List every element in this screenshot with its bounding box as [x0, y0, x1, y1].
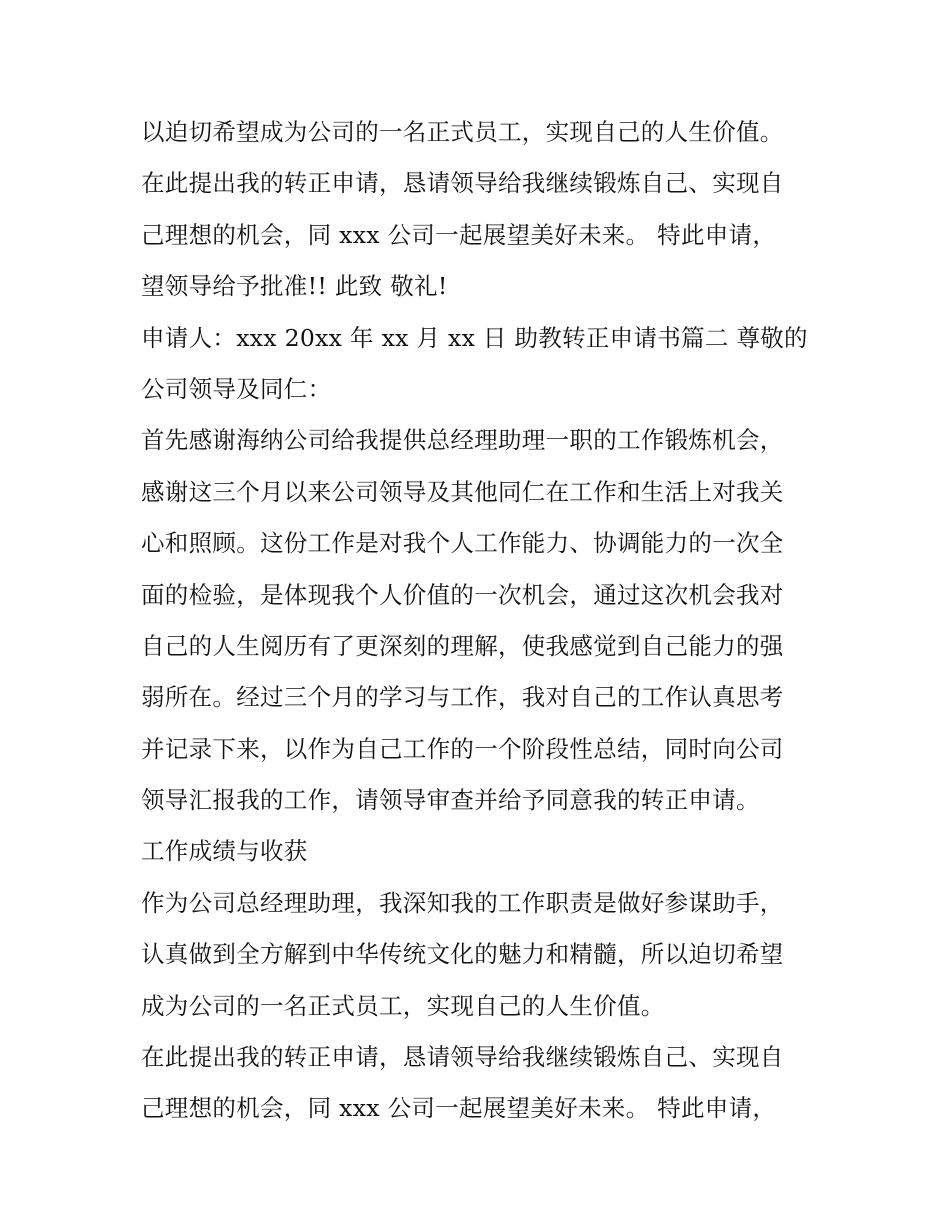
text-line: 以迫切希望成为公司的一名正式员工，实现自己的人生价值。 [141, 118, 784, 146]
text-line: 己理想的机会，同 xxx 公司一起展望美好未来。 特此申请， [141, 1094, 777, 1123]
text-line: 感谢这三个月以来公司领导及其他同仁在工作和生活上对我关 [141, 477, 784, 506]
text-line: 自己的人生阅历有了更深刻的理解，使我感觉到自己能力的强 [141, 631, 784, 660]
document-body [141, 107, 821, 1135]
text-line: 首先感谢海纳公司给我提供总经理助理一职的工作锻炼机会， [141, 426, 784, 455]
text-line: 望领导给予批准!! 此致 敬礼! [141, 272, 448, 301]
text-line: 认真做到全方解到中华传统文化的魅力和精髓，所以迫切希望 [141, 940, 784, 969]
text-line: 领导汇报我的工作，请领导审查并给予同意我的转正申请。 [141, 786, 760, 815]
text-line: 面的检验，是体现我个人价值的一次机会，通过这次机会我对 [141, 580, 784, 609]
text-line: 己理想的机会，同 xxx 公司一起展望美好未来。 特此申请， [141, 220, 777, 249]
text-line: 在此提出我的转正申请，恳请领导给我继续锻炼自己、实现自 [141, 1043, 784, 1072]
text-line: 公司领导及同仁： [141, 374, 332, 403]
text-line: 心和照顾。这份工作是对我个人工作能力、协调能力的一次全 [141, 529, 784, 558]
text-line: 弱所在。经过三个月的学习与工作，我对自己的工作认真思考 [141, 683, 784, 712]
section-heading: 工作成绩与收获 [141, 837, 308, 866]
text-line: 作为公司总经理助理，我深知我的工作职责是做好参谋助手， [141, 888, 784, 917]
text-line: 申请人：xxx 20xx 年 xx 月 xx 日 助教转正申请书篇二 尊敬的 [141, 323, 808, 352]
text-line: 成为公司的一名正式员工，实现自己的人生价值。 [141, 991, 665, 1020]
text-line: 在此提出我的转正申请，恳请领导给我继续锻炼自己、实现自 [141, 169, 784, 198]
text-line: 并记录下来，以作为自己工作的一个阶段性总结，同时向公司 [141, 734, 784, 763]
